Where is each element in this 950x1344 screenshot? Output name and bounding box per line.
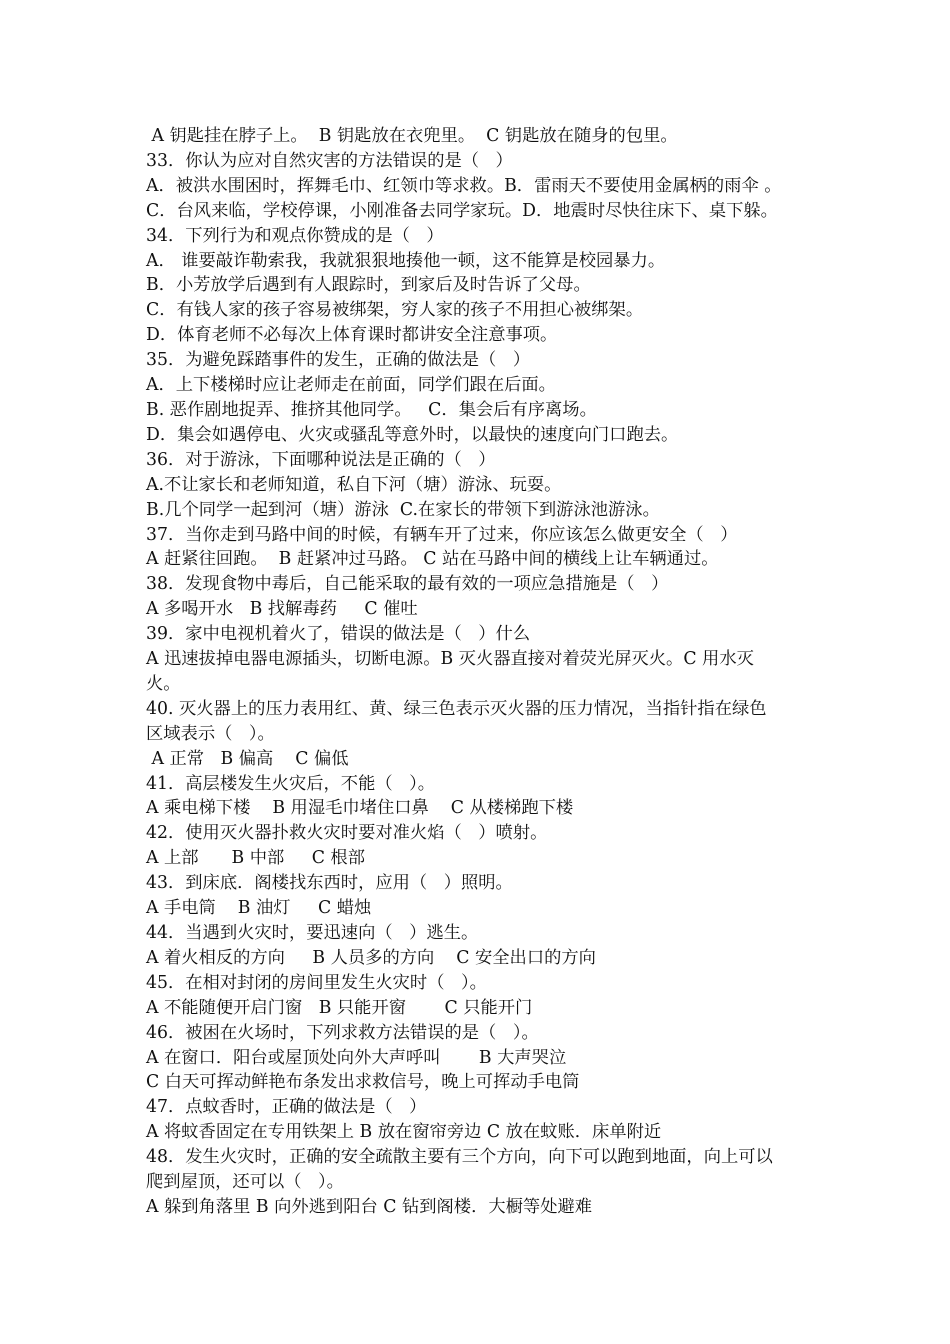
question-35: 35．为避免踩踏事件的发生，正确的做法是（ ） bbox=[146, 350, 531, 371]
text-line: C．台风来临，学校停课，小刚准备去同学家玩。D．地震时尽快往床下、桌下躲。 bbox=[146, 200, 778, 221]
text-line: A 将蚊香固定在专用铁架上 B 放在窗帘旁边 C 放在蚊账．床单附近 bbox=[146, 1122, 662, 1143]
text-line: B．小芳放学后遇到有人跟踪时，到家后及时告诉了父母。 bbox=[146, 275, 591, 296]
question-40: 40. 灭火器上的压力表用红、黄、绿三色表示灭火器的压力情况，当指针指在绿色 bbox=[146, 698, 767, 719]
text-line: C 白天可挥动鲜艳布条发出求救信号，晚上可挥动手电筒 bbox=[146, 1072, 580, 1093]
text-line: A 钥匙挂在脖子上。 B 钥匙放在衣兜里。 C 钥匙放在随身的包里。 bbox=[146, 126, 678, 146]
text-line: A 赶紧往回跑。 B 赶紧冲过马路。 C 站在马路中间的横线上让车辆通过。 bbox=[146, 549, 719, 570]
text-line: A 不能随便开启门窗 B 只能开窗 C 只能开门 bbox=[146, 997, 533, 1018]
text-line: D．体育老师不必每次上体育课时都讲安全注意事项。 bbox=[146, 325, 558, 346]
text-line: A 多喝开水 B 找解毒药 C 催吐 bbox=[146, 599, 418, 620]
text-line: A 躲到角落里 B 向外逃到阳台 C 钻到阁楼．大橱等处避难 bbox=[146, 1196, 593, 1217]
text-line: B. 恶作剧地捉弄、推挤其他同学。 C．集会后有序离场。 bbox=[146, 399, 597, 420]
question-38: 38．发现食物中毒后，自己能采取的最有效的一项应急措施是（ ） bbox=[146, 574, 669, 595]
text-line: 爬到屋顶，还可以（ ）。 bbox=[146, 1172, 344, 1193]
question-47: 47．点蚊香时，正确的做法是（ ） bbox=[146, 1097, 427, 1118]
question-46: 46．被困在火场时，下列求救方法错误的是（ ）。 bbox=[146, 1022, 539, 1043]
text-line: D．集会如遇停电、火灾或骚乱等意外时，以最快的速度向门口跑去。 bbox=[146, 424, 679, 445]
question-33: 33．你认为应对自然灾害的方法错误的是（ ） bbox=[146, 150, 513, 171]
text-line: A 手电筒 B 油灯 C 蜡烛 bbox=[146, 898, 372, 919]
text-line: C．有钱人家的孩子容易被绑架，穷人家的孩子不用担心被绑架。 bbox=[146, 300, 644, 321]
document-page bbox=[146, 124, 826, 1220]
text-line: A． 谁要敲诈勒索我，我就狠狠地揍他一顿，这不能算是校园暴力。 bbox=[146, 250, 666, 271]
question-34: 34．下列行为和观点你赞成的是（ ） bbox=[146, 225, 444, 246]
text-line: A 上部 B 中部 C 根部 bbox=[146, 848, 365, 869]
text-line: A．被洪水围困时，挥舞毛巾、红领巾等求救。B．雷雨天不要使用金属柄的雨伞 。 bbox=[146, 175, 782, 196]
text-line: A 迅速拔掉电器电源插头，切断电源。B 灭火器直接对着荧光屏灭火。C 用水灭 bbox=[146, 649, 754, 670]
question-39: 39．家中电视机着火了，错误的做法是（ ）什么 bbox=[146, 624, 531, 645]
text-line: A．上下楼梯时应让老师走在前面，同学们跟在后面。 bbox=[146, 375, 556, 396]
text-line: A 着火相反的方向 B 人员多的方向 C 安全出口的方向 bbox=[146, 947, 596, 968]
question-48: 48．发生火灾时，正确的安全疏散主要有三个方向，向下可以跑到地面，向上可以 bbox=[146, 1147, 773, 1168]
question-43: 43．到床底．阁楼找东西时，应用（ ）照明。 bbox=[146, 873, 513, 894]
text-line: 区域表示（ ）。 bbox=[146, 723, 275, 744]
text-line: A 在窗口．阳台或屋顶处向外大声呼叫 B 大声哭泣 bbox=[146, 1047, 567, 1068]
question-42: 42．使用灭火器扑救火灾时要对准火焰（ ）喷射。 bbox=[146, 823, 548, 844]
text-line: A 乘电梯下楼 B 用湿毛巾堵住口鼻 C 从楼梯跑下楼 bbox=[146, 798, 574, 819]
text-line: A 正常 B 偏高 C 偏低 bbox=[146, 748, 349, 769]
text-line: B.几个同学一起到河（塘）游泳 C.在家长的带领下到游泳池游泳。 bbox=[146, 499, 660, 520]
question-45: 45．在相对封闭的房间里发生火灾时（ ）。 bbox=[146, 972, 487, 993]
question-41: 41．高层楼发生火灾后，不能（ ）。 bbox=[146, 773, 436, 794]
text-line: A.不让家长和老师知道，私自下河（塘）游泳、玩耍。 bbox=[146, 474, 562, 495]
question-37: 37．当你走到马路中间的时候，有辆车开了过来，你应该怎么做更安全（ ） bbox=[146, 524, 738, 545]
question-36: 36．对于游泳，下面哪种说法是正确的（ ） bbox=[146, 449, 496, 470]
question-44: 44．当遇到火灾时，要迅速向（ ）逃生。 bbox=[146, 923, 479, 943]
text-line: 火。 bbox=[146, 673, 181, 694]
